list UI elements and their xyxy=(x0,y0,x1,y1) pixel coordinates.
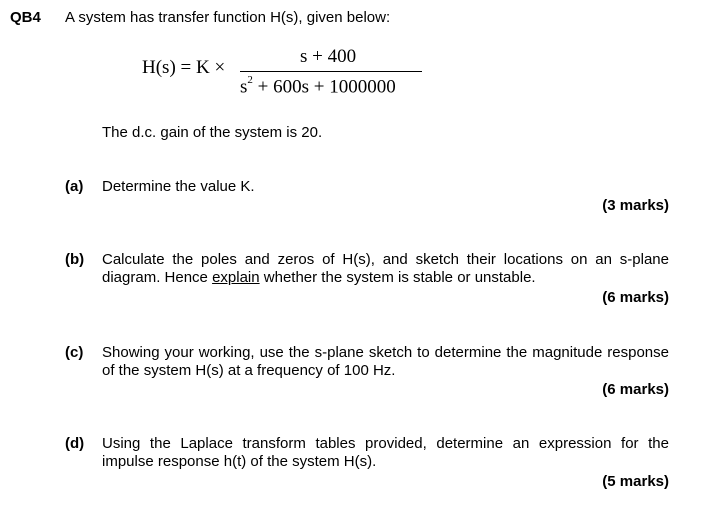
part-b-text-before: Calculate the poles and zeros of H(s), and sketch their locations on an s-plane diagram. Hence xyxy=(102,251,669,286)
part-a-label: (a) xyxy=(65,178,84,195)
question-intro: A system has transfer function H(s), given below: xyxy=(65,9,391,26)
part-b-text-underlined: explain xyxy=(212,269,260,286)
part-d-label: (d) xyxy=(65,435,85,452)
part-b-marks: (6 marks) xyxy=(602,289,669,306)
part-a-text: Determine the value K. xyxy=(102,178,255,195)
denominator-exponent: 2 xyxy=(247,74,253,86)
transfer-function-numerator: s + 400 xyxy=(300,46,357,67)
transfer-function-lhs: H(s) = K × xyxy=(142,57,226,78)
part-b-text xyxy=(102,251,669,287)
part-c-marks: (6 marks) xyxy=(602,381,669,398)
denominator-s: s xyxy=(240,76,248,98)
part-a-marks: (3 marks) xyxy=(602,197,669,214)
part-d-text: Using the Laplace transform tables provided, determine an expression for the impulse response h(t) of the system H(s). xyxy=(102,435,669,470)
part-b-text-after: whether the system is stable or unstable. xyxy=(259,269,536,286)
part-c-label: (c) xyxy=(65,344,84,361)
part-c-text: Showing your working, use the s-plane sketch to determine the magnitude response of the system H(s) at a frequency of 100 Hz. xyxy=(102,344,669,379)
denominator-rest: + 600s + 1000000 xyxy=(252,76,396,98)
fraction-line xyxy=(240,71,422,72)
transfer-function-denominator xyxy=(240,76,396,98)
part-d-marks: (5 marks) xyxy=(602,473,669,490)
question-number: QB4 xyxy=(10,9,41,26)
dc-gain-statement: The d.c. gain of the system is 20. xyxy=(102,124,323,141)
part-b-label: (b) xyxy=(65,251,85,268)
